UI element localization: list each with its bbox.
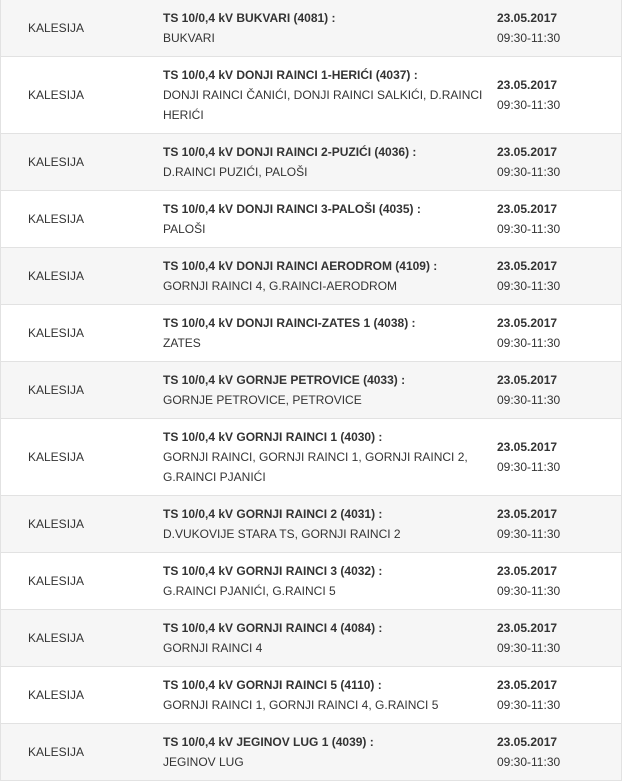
outage-time: 09:30-11:30 xyxy=(497,755,561,769)
time-cell xyxy=(497,437,621,477)
time-cell xyxy=(497,199,621,239)
station-name: TS 10/0,4 kV DONJI RAINCI 2-PUZIĆI (4036) : xyxy=(163,145,417,159)
affected-areas: JEGINOV LUG xyxy=(163,755,244,769)
station-name: TS 10/0,4 kV GORNJE PETROVICE (4033) : xyxy=(163,373,406,387)
station-name: TS 10/0,4 kV JEGINOV LUG 1 (4039) : xyxy=(163,735,374,749)
outage-date: 23.05.2017 xyxy=(497,202,558,216)
description-cell xyxy=(163,256,497,296)
affected-areas: D.RAINCI PUZIĆI, PALOŠI xyxy=(163,165,308,179)
station-name: TS 10/0,4 kV DONJI RAINCI 1-HERIĆI (4037) : xyxy=(163,68,418,82)
outage-date: 23.05.2017 xyxy=(497,145,558,159)
time-cell xyxy=(497,675,621,715)
station-name: TS 10/0,4 kV DONJI RAINCI 3-PALOŠI (4035) : xyxy=(163,202,421,216)
description-cell xyxy=(163,8,497,48)
outage-time: 09:30-11:30 xyxy=(497,584,561,598)
affected-areas: PALOŠI xyxy=(163,222,206,236)
time-cell xyxy=(497,313,621,353)
time-cell xyxy=(497,142,621,182)
description-cell xyxy=(163,561,497,601)
affected-areas: GORNJI RAINCI 1, GORNJI RAINCI 4, G.RAINCI 5 xyxy=(163,698,439,712)
outage-time: 09:30-11:30 xyxy=(497,698,561,712)
time-cell xyxy=(497,732,621,772)
city-cell: KALESIJA xyxy=(28,631,85,645)
outage-time: 09:30-11:30 xyxy=(497,641,561,655)
outage-time: 09:30-11:30 xyxy=(497,393,561,407)
description-cell xyxy=(163,675,497,715)
table-row xyxy=(1,496,621,553)
outage-time: 09:30-11:30 xyxy=(497,98,561,112)
city-cell: KALESIJA xyxy=(28,88,85,102)
outage-date: 23.05.2017 xyxy=(497,78,558,92)
outage-date: 23.05.2017 xyxy=(497,564,558,578)
outage-date: 23.05.2017 xyxy=(497,440,558,454)
outage-time: 09:30-11:30 xyxy=(497,222,561,236)
outage-time: 09:30-11:30 xyxy=(497,165,561,179)
station-name: TS 10/0,4 kV GORNJI RAINCI 2 (4031) : xyxy=(163,507,383,521)
table-row xyxy=(1,724,621,781)
city-cell: KALESIJA xyxy=(28,383,85,397)
outage-time: 09:30-11:30 xyxy=(497,279,561,293)
city-cell: KALESIJA xyxy=(28,212,85,226)
affected-areas: G.RAINCI PJANIĆI, G.RAINCI 5 xyxy=(163,584,336,598)
time-cell xyxy=(497,75,621,115)
time-cell xyxy=(497,561,621,601)
description-cell xyxy=(163,618,497,658)
affected-areas: GORNJI RAINCI 4 xyxy=(163,641,263,655)
description-cell xyxy=(163,65,497,125)
table-row xyxy=(1,134,621,191)
outage-date: 23.05.2017 xyxy=(497,11,558,25)
city-cell: KALESIJA xyxy=(28,450,85,464)
table-row xyxy=(1,553,621,610)
affected-areas: GORNJI RAINCI 4, G.RAINCI-AERODROM xyxy=(163,279,398,293)
outage-time: 09:30-11:30 xyxy=(497,460,561,474)
city-cell: KALESIJA xyxy=(28,155,85,169)
city-cell: KALESIJA xyxy=(28,21,85,35)
station-name: TS 10/0,4 kV GORNJI RAINCI 4 (4084) : xyxy=(163,621,383,635)
table-row xyxy=(1,57,621,134)
description-cell xyxy=(163,199,497,239)
time-cell xyxy=(497,504,621,544)
affected-areas: DONJI RAINCI ČANIĆI, DONJI RAINCI SALKIĆI, D.RAINCI HERIĆI xyxy=(163,88,483,122)
station-name: TS 10/0,4 kV GORNJI RAINCI 1 (4030) : xyxy=(163,430,383,444)
outage-time: 09:30-11:30 xyxy=(497,31,561,45)
city-cell: KALESIJA xyxy=(28,745,85,759)
description-cell xyxy=(163,313,497,353)
description-cell xyxy=(163,427,497,487)
outage-date: 23.05.2017 xyxy=(497,373,558,387)
description-cell xyxy=(163,370,497,410)
affected-areas: ZATES xyxy=(163,336,201,350)
outage-date: 23.05.2017 xyxy=(497,621,558,635)
table-row xyxy=(1,419,621,496)
table-row xyxy=(1,362,621,419)
outage-date: 23.05.2017 xyxy=(497,316,558,330)
outage-date: 23.05.2017 xyxy=(497,259,558,273)
table-row xyxy=(1,248,621,305)
city-cell: KALESIJA xyxy=(28,517,85,531)
station-name: TS 10/0,4 kV GORNJI RAINCI 5 (4110) : xyxy=(163,678,382,692)
table-row xyxy=(1,191,621,248)
outage-time: 09:30-11:30 xyxy=(497,336,561,350)
outage-date: 23.05.2017 xyxy=(497,678,558,692)
time-cell xyxy=(497,256,621,296)
outage-time: 09:30-11:30 xyxy=(497,527,561,541)
station-name: TS 10/0,4 kV BUKVARI (4081) : xyxy=(163,11,336,25)
affected-areas: GORNJE PETROVICE, PETROVICE xyxy=(163,393,362,407)
time-cell xyxy=(497,370,621,410)
station-name: TS 10/0,4 kV GORNJI RAINCI 3 (4032) : xyxy=(163,564,383,578)
city-cell: KALESIJA xyxy=(28,269,85,283)
city-cell: KALESIJA xyxy=(28,326,85,340)
table-row xyxy=(1,667,621,724)
table-row xyxy=(1,305,621,362)
outage-date: 23.05.2017 xyxy=(497,735,558,749)
affected-areas: D.VUKOVIJE STARA TS, GORNJI RAINCI 2 xyxy=(163,527,401,541)
affected-areas: BUKVARI xyxy=(163,31,215,45)
description-cell xyxy=(163,732,497,772)
description-cell xyxy=(163,504,497,544)
city-cell: KALESIJA xyxy=(28,688,85,702)
affected-areas: GORNJI RAINCI, GORNJI RAINCI 1, GORNJI RAINCI 2, G.RAINCI PJANIĆI xyxy=(163,450,468,484)
outage-date: 23.05.2017 xyxy=(497,507,558,521)
description-cell xyxy=(163,142,497,182)
city-cell: KALESIJA xyxy=(28,574,85,588)
station-name: TS 10/0,4 kV DONJI RAINCI-ZATES 1 (4038) : xyxy=(163,316,416,330)
time-cell xyxy=(497,618,621,658)
table-row xyxy=(1,0,621,57)
time-cell xyxy=(497,8,621,48)
station-name: TS 10/0,4 kV DONJI RAINCI AERODROM (4109) : xyxy=(163,259,438,273)
table-row xyxy=(1,610,621,667)
